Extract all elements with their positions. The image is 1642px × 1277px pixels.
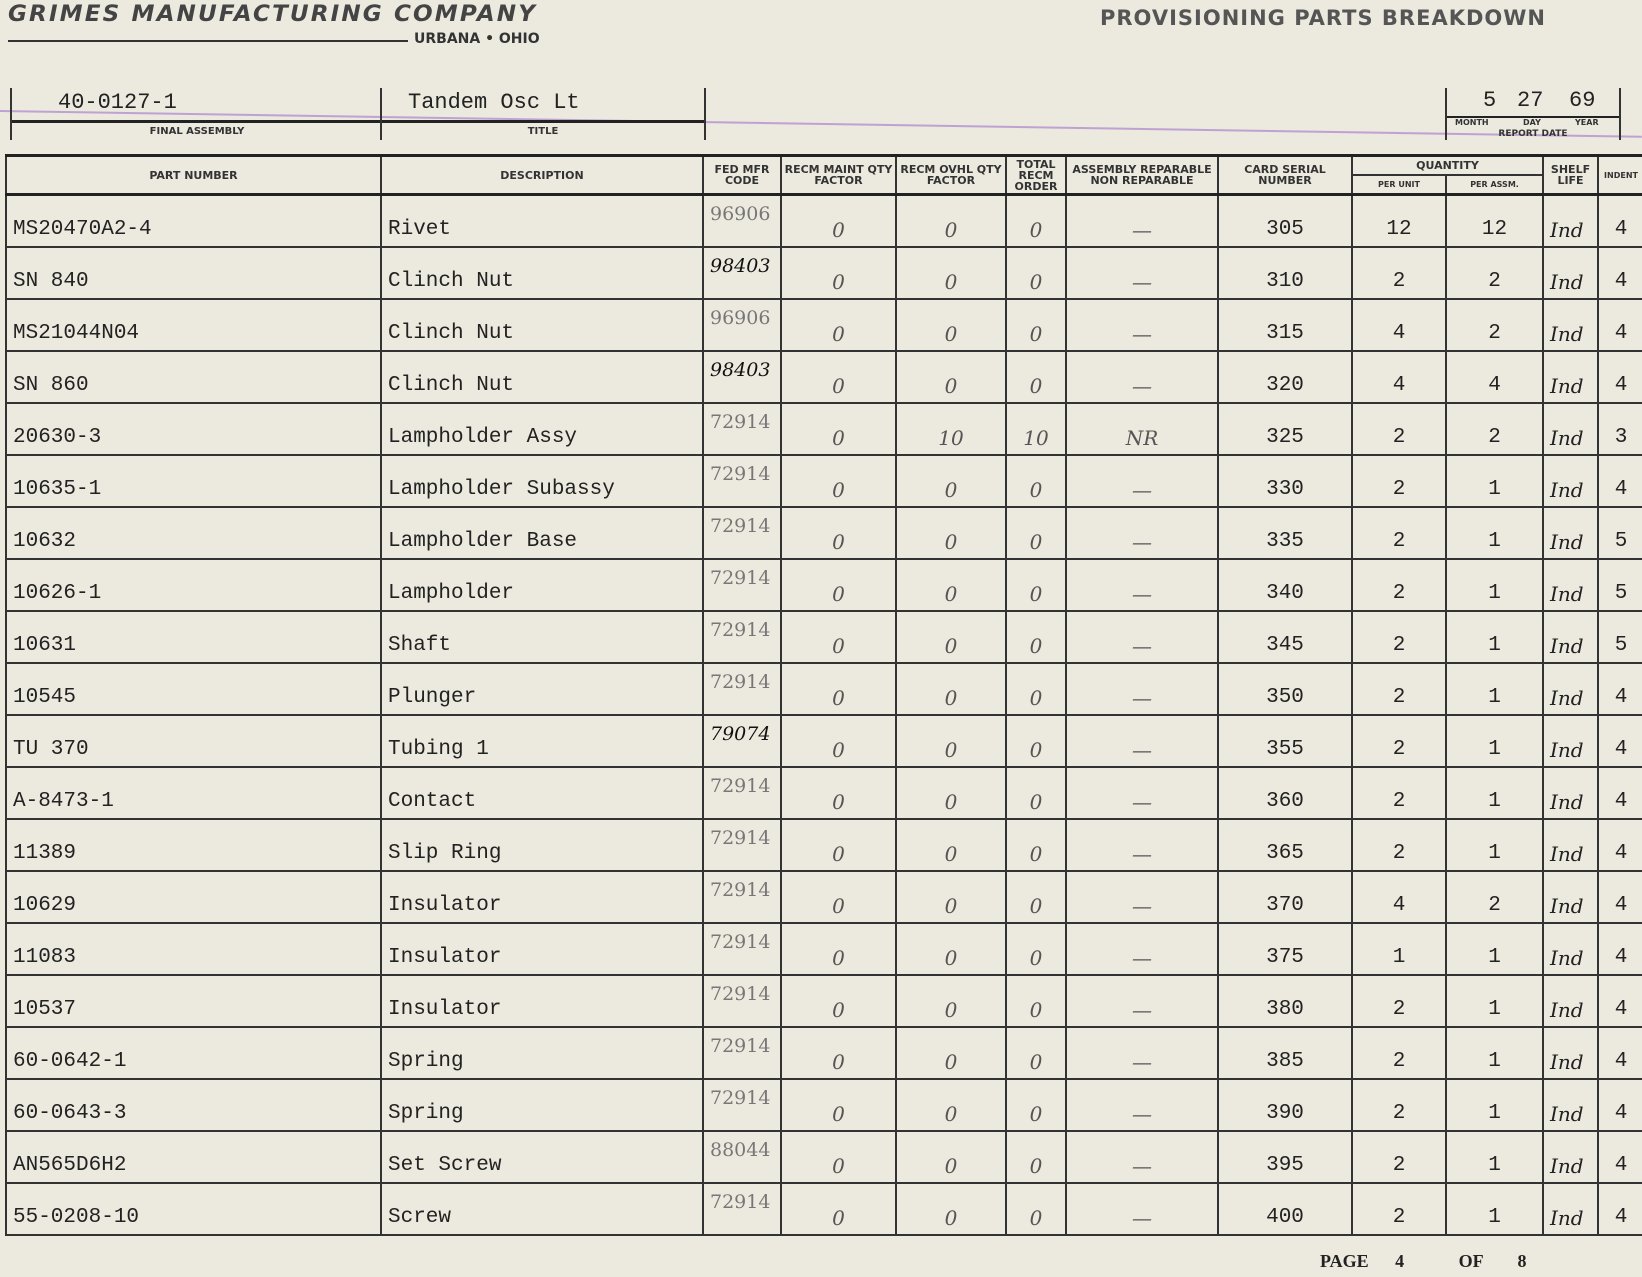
report-day: 27 — [1517, 88, 1544, 113]
final-assembly-box — [10, 88, 382, 140]
title-box — [380, 88, 706, 140]
recm-maint: 0 — [781, 299, 896, 351]
part-number: 55-0208-10 — [6, 1183, 381, 1235]
part-number: 11083 — [6, 923, 381, 975]
total-recm: 0 — [1006, 247, 1066, 299]
assembly-reparable: — — [1066, 923, 1218, 975]
page-number: 4 — [1395, 1251, 1405, 1271]
card-serial: 365 — [1218, 819, 1352, 871]
fed-mfr-code: 98403 — [703, 247, 781, 299]
col-quantity: QUANTITY — [1352, 156, 1543, 176]
recm-ovhl: 10 — [896, 403, 1006, 455]
fed-mfr-code: 72914 — [703, 923, 781, 975]
table-row — [6, 871, 1642, 923]
table-row — [6, 351, 1642, 403]
qty-per-unit: 2 — [1352, 1027, 1446, 1079]
table-row — [6, 1183, 1642, 1235]
qty-per-assm: 4 — [1446, 351, 1543, 403]
shelf-life: Ind — [1543, 1079, 1598, 1131]
recm-ovhl: 0 — [896, 975, 1006, 1027]
table-row — [6, 715, 1642, 767]
recm-ovhl: 0 — [896, 819, 1006, 871]
part-number: 10631 — [6, 611, 381, 663]
part-number: SN 840 — [6, 247, 381, 299]
table-row — [6, 507, 1642, 559]
qty-per-unit: 2 — [1352, 559, 1446, 611]
title-value: Tandem Osc Lt — [408, 90, 580, 115]
indent: 3 — [1598, 403, 1642, 455]
table-row — [6, 923, 1642, 975]
recm-ovhl: 0 — [896, 195, 1006, 248]
fed-mfr-code: 72914 — [703, 1027, 781, 1079]
card-serial: 315 — [1218, 299, 1352, 351]
fed-mfr-code: 96906 — [703, 195, 781, 248]
part-number: 20630-3 — [6, 403, 381, 455]
col-card-serial: CARD SERIAL NUMBER — [1218, 156, 1352, 195]
description: Clinch Nut — [381, 351, 703, 403]
description: Slip Ring — [381, 819, 703, 871]
indent: 4 — [1598, 767, 1642, 819]
assembly-reparable: — — [1066, 1027, 1218, 1079]
assembly-reparable: — — [1066, 351, 1218, 403]
indent: 4 — [1598, 1079, 1642, 1131]
qty-per-assm: 1 — [1446, 923, 1543, 975]
total-recm: 0 — [1006, 1079, 1066, 1131]
table-row — [6, 299, 1642, 351]
fed-mfr-code: 88044 — [703, 1131, 781, 1183]
table-row — [6, 1027, 1642, 1079]
description: Screw — [381, 1183, 703, 1235]
total-recm: 0 — [1006, 975, 1066, 1027]
form-title: PROVISIONING PARTS BREAKDOWN — [1100, 6, 1546, 30]
description: Lampholder — [381, 559, 703, 611]
assembly-reparable: NR — [1066, 403, 1218, 455]
table-row — [6, 975, 1642, 1027]
total-recm: 0 — [1006, 819, 1066, 871]
part-number: 10635-1 — [6, 455, 381, 507]
part-number: MS21044N04 — [6, 299, 381, 351]
part-number: 10626-1 — [6, 559, 381, 611]
report-month: 5 — [1483, 88, 1497, 113]
recm-ovhl: 0 — [896, 923, 1006, 975]
description: Spring — [381, 1079, 703, 1131]
col-recm-maint: RECM MAINT QTY FACTOR — [781, 156, 896, 195]
part-number: 60-0642-1 — [6, 1027, 381, 1079]
shelf-life: Ind — [1543, 871, 1598, 923]
fed-mfr-code: 96906 — [703, 299, 781, 351]
qty-per-assm: 2 — [1446, 247, 1543, 299]
recm-maint: 0 — [781, 923, 896, 975]
qty-per-assm: 2 — [1446, 299, 1543, 351]
shelf-life: Ind — [1543, 975, 1598, 1027]
indent: 4 — [1598, 195, 1642, 248]
card-serial: 340 — [1218, 559, 1352, 611]
qty-per-assm: 12 — [1446, 195, 1543, 248]
fed-mfr-code: 72914 — [703, 975, 781, 1027]
qty-per-unit: 4 — [1352, 871, 1446, 923]
qty-per-unit: 2 — [1352, 767, 1446, 819]
col-per-assm: PER ASSM. — [1446, 175, 1543, 195]
shelf-life: Ind — [1543, 1183, 1598, 1235]
table-row — [6, 611, 1642, 663]
indent: 4 — [1598, 1183, 1642, 1235]
qty-per-unit: 2 — [1352, 819, 1446, 871]
qty-per-unit: 2 — [1352, 1183, 1446, 1235]
col-shelf-life: SHELF LIFE — [1543, 156, 1598, 195]
shelf-life: Ind — [1543, 923, 1598, 975]
description: Tubing 1 — [381, 715, 703, 767]
fed-mfr-code: 72914 — [703, 871, 781, 923]
year-label: YEAR — [1575, 118, 1599, 127]
card-serial: 370 — [1218, 871, 1352, 923]
card-serial: 385 — [1218, 1027, 1352, 1079]
fed-mfr-code: 98403 — [703, 351, 781, 403]
part-number: A-8473-1 — [6, 767, 381, 819]
shelf-life: Ind — [1543, 299, 1598, 351]
recm-maint: 0 — [781, 559, 896, 611]
description: Set Screw — [381, 1131, 703, 1183]
fed-mfr-code: 72914 — [703, 403, 781, 455]
description: Shaft — [381, 611, 703, 663]
col-recm-ovhl: RECM OVHL QTY FACTOR — [896, 156, 1006, 195]
parts-table — [5, 154, 1642, 1236]
page-indicator — [1320, 1250, 1527, 1272]
part-number: 11389 — [6, 819, 381, 871]
shelf-life: Ind — [1543, 1027, 1598, 1079]
total-recm: 0 — [1006, 195, 1066, 248]
recm-maint: 0 — [781, 1183, 896, 1235]
recm-maint: 0 — [781, 1079, 896, 1131]
shelf-life: Ind — [1543, 507, 1598, 559]
recm-maint: 0 — [781, 819, 896, 871]
qty-per-assm: 1 — [1446, 1027, 1543, 1079]
report-date-box — [1445, 88, 1621, 140]
table-row — [6, 247, 1642, 299]
table-row — [6, 1079, 1642, 1131]
shelf-life: Ind — [1543, 247, 1598, 299]
indent: 4 — [1598, 923, 1642, 975]
day-label: DAY — [1523, 118, 1541, 127]
assembly-reparable: — — [1066, 1183, 1218, 1235]
qty-per-assm: 2 — [1446, 403, 1543, 455]
fed-mfr-code: 72914 — [703, 455, 781, 507]
shelf-life: Ind — [1543, 351, 1598, 403]
fed-mfr-code: 72914 — [703, 819, 781, 871]
total-recm: 0 — [1006, 767, 1066, 819]
indent: 4 — [1598, 1027, 1642, 1079]
card-serial: 400 — [1218, 1183, 1352, 1235]
qty-per-assm: 1 — [1446, 1131, 1543, 1183]
assembly-reparable: — — [1066, 975, 1218, 1027]
total-recm: 0 — [1006, 299, 1066, 351]
qty-per-assm: 1 — [1446, 819, 1543, 871]
total-recm: 0 — [1006, 871, 1066, 923]
recm-ovhl: 0 — [896, 1183, 1006, 1235]
shelf-life: Ind — [1543, 403, 1598, 455]
qty-per-unit: 2 — [1352, 403, 1446, 455]
recm-maint: 0 — [781, 247, 896, 299]
qty-per-unit: 2 — [1352, 663, 1446, 715]
indent: 5 — [1598, 611, 1642, 663]
part-number: SN 860 — [6, 351, 381, 403]
assembly-reparable: — — [1066, 767, 1218, 819]
description: Insulator — [381, 871, 703, 923]
indent: 4 — [1598, 663, 1642, 715]
total-recm: 0 — [1006, 715, 1066, 767]
card-serial: 305 — [1218, 195, 1352, 248]
shelf-life: Ind — [1543, 1131, 1598, 1183]
description: Contact — [381, 767, 703, 819]
total-recm: 0 — [1006, 455, 1066, 507]
assembly-reparable: — — [1066, 299, 1218, 351]
table-row — [6, 403, 1642, 455]
qty-per-assm: 1 — [1446, 611, 1543, 663]
total-recm: 0 — [1006, 923, 1066, 975]
table-row — [6, 195, 1642, 248]
qty-per-assm: 1 — [1446, 1183, 1543, 1235]
qty-per-assm: 1 — [1446, 507, 1543, 559]
table-row — [6, 1131, 1642, 1183]
recm-ovhl: 0 — [896, 663, 1006, 715]
shelf-life: Ind — [1543, 559, 1598, 611]
page-total: 8 — [1517, 1251, 1527, 1271]
report-year: 69 — [1569, 88, 1596, 113]
indent: 5 — [1598, 507, 1642, 559]
indent: 4 — [1598, 299, 1642, 351]
page-label: PAGE — [1320, 1251, 1369, 1271]
fed-mfr-code: 72914 — [703, 559, 781, 611]
recm-ovhl: 0 — [896, 611, 1006, 663]
description: Lampholder Subassy — [381, 455, 703, 507]
qty-per-unit: 1 — [1352, 923, 1446, 975]
recm-ovhl: 0 — [896, 715, 1006, 767]
recm-maint: 0 — [781, 871, 896, 923]
table-row — [6, 455, 1642, 507]
table-row — [6, 559, 1642, 611]
assembly-reparable: — — [1066, 247, 1218, 299]
card-serial: 325 — [1218, 403, 1352, 455]
indent: 4 — [1598, 975, 1642, 1027]
qty-per-unit: 4 — [1352, 299, 1446, 351]
indent: 4 — [1598, 1131, 1642, 1183]
description: Clinch Nut — [381, 247, 703, 299]
assembly-reparable: — — [1066, 715, 1218, 767]
qty-per-unit: 4 — [1352, 351, 1446, 403]
col-per-unit: PER UNIT — [1352, 175, 1446, 195]
assembly-reparable: — — [1066, 195, 1218, 248]
card-serial: 375 — [1218, 923, 1352, 975]
shelf-life: Ind — [1543, 611, 1598, 663]
assembly-reparable: — — [1066, 871, 1218, 923]
total-recm: 0 — [1006, 1027, 1066, 1079]
total-recm: 0 — [1006, 559, 1066, 611]
qty-per-unit: 2 — [1352, 715, 1446, 767]
card-serial: 320 — [1218, 351, 1352, 403]
report-date-label: REPORT DATE — [1498, 129, 1568, 139]
description: Rivet — [381, 195, 703, 248]
shelf-life: Ind — [1543, 715, 1598, 767]
recm-maint: 0 — [781, 507, 896, 559]
shelf-life: Ind — [1543, 767, 1598, 819]
qty-per-assm: 1 — [1446, 975, 1543, 1027]
indent: 5 — [1598, 559, 1642, 611]
indent: 4 — [1598, 351, 1642, 403]
table-row — [6, 819, 1642, 871]
col-indent: INDENT — [1598, 156, 1642, 195]
company-location: URBANA • OHIO — [414, 31, 540, 47]
company-logo: GRIMES MANUFACTURING COMPANY — [8, 2, 538, 27]
qty-per-unit: 2 — [1352, 247, 1446, 299]
month-label: MONTH — [1455, 118, 1489, 127]
part-number: 10545 — [6, 663, 381, 715]
recm-maint: 0 — [781, 767, 896, 819]
part-number: 10537 — [6, 975, 381, 1027]
card-serial: 310 — [1218, 247, 1352, 299]
shelf-life: Ind — [1543, 819, 1598, 871]
final-assembly-label: FINAL ASSEMBLY — [149, 126, 245, 137]
qty-per-unit: 12 — [1352, 195, 1446, 248]
recm-ovhl: 0 — [896, 1079, 1006, 1131]
assembly-reparable: — — [1066, 455, 1218, 507]
card-serial: 360 — [1218, 767, 1352, 819]
total-recm: 0 — [1006, 611, 1066, 663]
description: Spring — [381, 1027, 703, 1079]
card-serial: 330 — [1218, 455, 1352, 507]
recm-ovhl: 0 — [896, 1027, 1006, 1079]
qty-per-unit: 2 — [1352, 455, 1446, 507]
qty-per-assm: 1 — [1446, 1079, 1543, 1131]
qty-per-unit: 2 — [1352, 507, 1446, 559]
fed-mfr-code: 72914 — [703, 663, 781, 715]
total-recm: 10 — [1006, 403, 1066, 455]
qty-per-unit: 2 — [1352, 975, 1446, 1027]
table-row — [6, 767, 1642, 819]
recm-ovhl: 0 — [896, 247, 1006, 299]
description: Lampholder Base — [381, 507, 703, 559]
part-number: 10632 — [6, 507, 381, 559]
part-number: TU 370 — [6, 715, 381, 767]
part-number: 60-0643-3 — [6, 1079, 381, 1131]
col-description: DESCRIPTION — [381, 156, 703, 195]
fed-mfr-code: 72914 — [703, 507, 781, 559]
indent: 4 — [1598, 715, 1642, 767]
shelf-life: Ind — [1543, 663, 1598, 715]
assembly-reparable: — — [1066, 611, 1218, 663]
recm-ovhl: 0 — [896, 767, 1006, 819]
recm-maint: 0 — [781, 611, 896, 663]
title-label: TITLE — [527, 126, 559, 137]
indent: 4 — [1598, 819, 1642, 871]
table-row — [6, 663, 1642, 715]
card-serial: 390 — [1218, 1079, 1352, 1131]
assembly-reparable: — — [1066, 1079, 1218, 1131]
assembly-reparable: — — [1066, 559, 1218, 611]
qty-per-assm: 1 — [1446, 767, 1543, 819]
fed-mfr-code: 72914 — [703, 611, 781, 663]
part-number: 10629 — [6, 871, 381, 923]
fed-mfr-code: 79074 — [703, 715, 781, 767]
description: Clinch Nut — [381, 299, 703, 351]
total-recm: 0 — [1006, 507, 1066, 559]
shelf-life: Ind — [1543, 195, 1598, 248]
indent: 4 — [1598, 455, 1642, 507]
col-fed-mfr-code: FED MFR CODE — [703, 156, 781, 195]
part-number: MS20470A2-4 — [6, 195, 381, 248]
total-recm: 0 — [1006, 351, 1066, 403]
total-recm: 0 — [1006, 1183, 1066, 1235]
recm-ovhl: 0 — [896, 507, 1006, 559]
recm-maint: 0 — [781, 1027, 896, 1079]
qty-per-assm: 1 — [1446, 663, 1543, 715]
qty-per-assm: 2 — [1446, 871, 1543, 923]
description: Lampholder Assy — [381, 403, 703, 455]
card-serial: 345 — [1218, 611, 1352, 663]
qty-per-assm: 1 — [1446, 715, 1543, 767]
assembly-reparable: — — [1066, 663, 1218, 715]
recm-maint: 0 — [781, 403, 896, 455]
recm-maint: 0 — [781, 663, 896, 715]
recm-maint: 0 — [781, 975, 896, 1027]
recm-maint: 0 — [781, 715, 896, 767]
shelf-life: Ind — [1543, 455, 1598, 507]
card-serial: 335 — [1218, 507, 1352, 559]
total-recm: 0 — [1006, 663, 1066, 715]
of-label: OF — [1458, 1251, 1483, 1271]
part-number: AN565D6H2 — [6, 1131, 381, 1183]
fed-mfr-code: 72914 — [703, 767, 781, 819]
qty-per-unit: 2 — [1352, 1131, 1446, 1183]
description: Insulator — [381, 923, 703, 975]
description: Insulator — [381, 975, 703, 1027]
recm-maint: 0 — [781, 1131, 896, 1183]
qty-per-assm: 1 — [1446, 455, 1543, 507]
final-assembly-value: 40-0127-1 — [58, 90, 177, 115]
col-part-number: PART NUMBER — [6, 156, 381, 195]
assembly-reparable: — — [1066, 1131, 1218, 1183]
col-total-recm: TOTAL RECM ORDER — [1006, 156, 1066, 195]
logo-rule — [8, 40, 408, 42]
recm-maint: 0 — [781, 351, 896, 403]
fed-mfr-code: 72914 — [703, 1079, 781, 1131]
card-serial: 350 — [1218, 663, 1352, 715]
assembly-reparable: — — [1066, 507, 1218, 559]
card-serial: 355 — [1218, 715, 1352, 767]
recm-ovhl: 0 — [896, 871, 1006, 923]
card-serial: 380 — [1218, 975, 1352, 1027]
fed-mfr-code: 72914 — [703, 1183, 781, 1235]
description: Plunger — [381, 663, 703, 715]
total-recm: 0 — [1006, 1131, 1066, 1183]
indent: 4 — [1598, 871, 1642, 923]
recm-ovhl: 0 — [896, 1131, 1006, 1183]
indent: 4 — [1598, 247, 1642, 299]
recm-maint: 0 — [781, 195, 896, 248]
recm-ovhl: 0 — [896, 299, 1006, 351]
recm-maint: 0 — [781, 455, 896, 507]
recm-ovhl: 0 — [896, 351, 1006, 403]
card-serial: 395 — [1218, 1131, 1352, 1183]
qty-per-unit: 2 — [1352, 1079, 1446, 1131]
qty-per-unit: 2 — [1352, 611, 1446, 663]
recm-ovhl: 0 — [896, 559, 1006, 611]
recm-ovhl: 0 — [896, 455, 1006, 507]
qty-per-assm: 1 — [1446, 559, 1543, 611]
assembly-reparable: — — [1066, 819, 1218, 871]
col-assembly: ASSEMBLY REPARABLE NON REPARABLE — [1066, 156, 1218, 195]
